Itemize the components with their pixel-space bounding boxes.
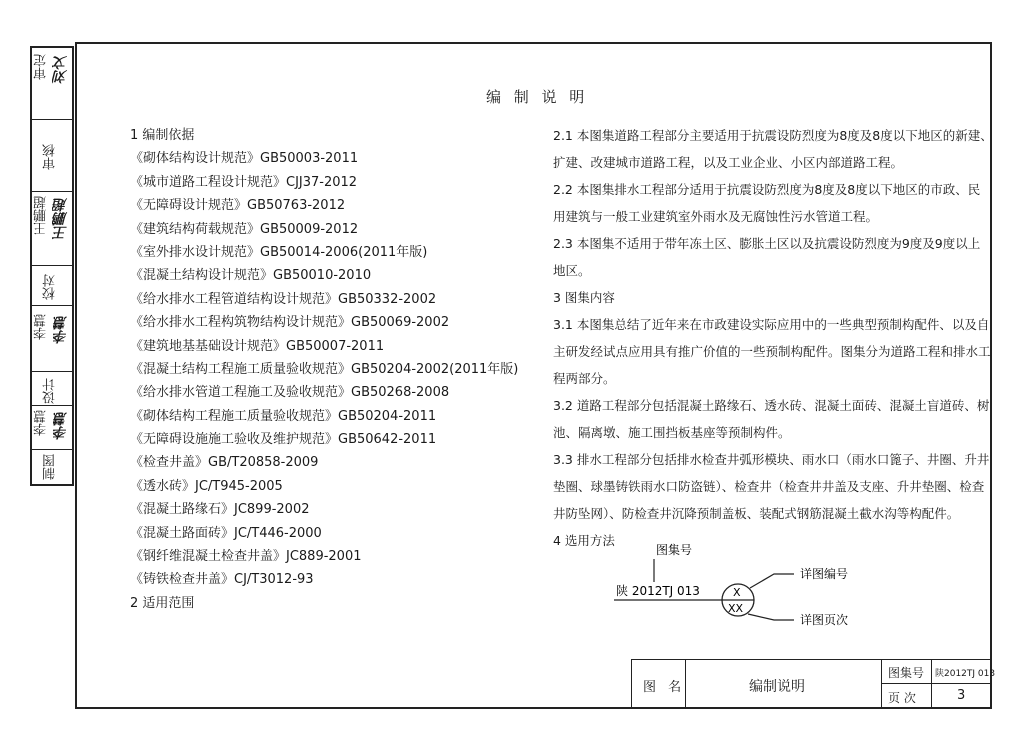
basis-item: 《透水砖》JC/T945-2005 — [130, 478, 283, 494]
para-line: 程两部分。 — [553, 371, 616, 386]
basis-item: 《城市道路工程设计规范》CJJ37-2012 — [130, 174, 358, 190]
para-line: 2.3 本图集不适用于带年冻土区、膨胀土区以及抗震设防烈度为9度及9度以上 — [553, 236, 981, 251]
index-diagram — [610, 540, 890, 640]
scope-heading: 2 适用范围 — [130, 595, 195, 611]
strip-label: 审核 — [43, 144, 58, 170]
basis-item: 《室外排水设计规范》GB50014-2006(2011年版) — [130, 244, 428, 260]
strip-signature: 刘文 — [53, 56, 69, 84]
para-line: 3.2 道路工程部分包括混凝土路缘石、透水砖、混凝土面砖、混凝土盲道砖、树 — [553, 398, 990, 413]
title-block-page-label: 页 次 — [888, 691, 916, 705]
title-block — [631, 659, 996, 709]
title-block-divider — [931, 659, 932, 709]
diagram-circle-top: X — [733, 586, 741, 599]
strip-label: 审定 — [34, 54, 49, 80]
basis-item: 《砌体结构设计规范》GB50003-2011 — [130, 151, 359, 167]
title-block-atlas-value: 陕2012TJ 013 — [935, 669, 996, 679]
strip-name: 李慧 — [34, 410, 49, 436]
para-2-1 — [553, 122, 993, 176]
strip-row-design — [32, 306, 72, 372]
basis-item: 《混凝土结构设计规范》GB50010-2010 — [130, 268, 372, 284]
para-line: 地区。 — [553, 263, 591, 278]
strip-row-design-label — [32, 372, 72, 406]
basis-item: 《铸铁检查井盖》CJ/T3012-93 — [130, 572, 314, 588]
content-column — [553, 122, 993, 554]
strip-name: 王鹏超 — [34, 196, 49, 235]
basis-item: 《无障碍设施施工验收及维护规范》GB50642-2011 — [130, 432, 437, 448]
title-block-name-value: 编制说明 — [749, 679, 805, 695]
strip-label: 校对 — [43, 274, 58, 300]
para-3-1 — [553, 311, 991, 392]
strip-row-check-label — [32, 266, 72, 306]
diagram-circle-bottom: XX — [728, 602, 744, 615]
para-line: 2.1 本图集道路工程部分主要适用于抗震设防烈度为8度及8度以下地区的新建、 — [553, 128, 993, 143]
para-line: 主研发经试点应用具有推广价值的一些预制构配件。图集分为道路工程和排水工 — [553, 344, 991, 359]
para-line: 3.3 排水工程部分包括排水检查井弧形模块、雨水口（雨水口篦子、井圈、升井 — [553, 452, 990, 467]
para-line: 垫圈、球墨铸铁雨水口防盗链）、检查井（检查井井盖及支座、升井垫圈、检查 — [553, 479, 985, 494]
basis-item: 《混凝土结构工程施工质量验收规范》GB50204-2002(2011年版) — [130, 361, 519, 377]
title-block-atlas-label: 图集号 — [888, 666, 925, 680]
strip-name: 李慧 — [34, 314, 49, 340]
strip-label: 制图 — [43, 454, 58, 480]
basis-item: 《给水排水管道工程施工及验收规范》GB50268-2008 — [130, 385, 450, 401]
basis-item: 《建筑结构荷载规范》GB50009-2012 — [130, 221, 359, 237]
page-title: 编 制 说 明 — [486, 88, 589, 106]
strip-row-draw — [32, 406, 72, 450]
diagram-leader-detail-page — [748, 614, 794, 620]
basis-column — [130, 124, 519, 615]
para-line: 3.1 本图集总结了近年来在市政建设实际应用中的一些典型预制构配件、以及自 — [553, 317, 990, 332]
basis-item: 《检查井盖》GB/T20858-2009 — [130, 455, 319, 471]
basis-item: 《无障碍设计规范》GB50763-2012 — [130, 198, 346, 214]
strip-row-draw-label — [32, 450, 72, 484]
basis-heading: 1 编制依据 — [130, 128, 195, 143]
diagram-detail-page-label: 详图页次 — [800, 613, 849, 627]
diagram-leader-detail-no — [750, 574, 794, 588]
basis-item: 《混凝土路缘石》JC899-2002 — [130, 502, 310, 518]
title-block-divider — [881, 683, 992, 684]
diagram-atlas-code: 陕 2012TJ 013 — [616, 584, 700, 598]
para-2-3 — [553, 230, 981, 284]
heading-3: 3 图集内容 — [553, 290, 615, 305]
strip-signature: 李慧 — [53, 412, 69, 440]
basis-item: 《砌体结构工程施工质量验收规范》GB50204-2011 — [130, 408, 437, 424]
para-line: 扩建、改建城市道路工程，以及工业企业、小区内部道路工程。 — [553, 155, 904, 170]
approval-strip — [30, 46, 74, 486]
basis-item: 《给水排水工程构筑物结构设计规范》GB50069-2002 — [130, 315, 450, 331]
basis-item: 《给水排水工程管道结构设计规范》GB50332-2002 — [130, 291, 437, 307]
para-line: 用建筑与一般工业建筑室外雨水及无腐蚀性污水管道工程。 — [553, 209, 879, 224]
title-block-page-value: 3 — [957, 688, 966, 703]
para-2-2 — [553, 176, 981, 230]
strip-signature: 李慧 — [53, 316, 69, 344]
para-line: 池、隔离墩、施工围挡板基座等预制构件。 — [553, 425, 791, 440]
basis-item: 《钢纤维混凝土检查井盖》JC889-2001 — [130, 549, 362, 565]
strip-signature: 王鹏超 — [53, 198, 69, 240]
heading-4: 4 选用方法 — [553, 533, 615, 548]
para-line: 井防坠网）、防检查井沉降预制盖板、装配式钢筋混凝土截水沟等构配件。 — [553, 506, 960, 521]
para-3-2 — [553, 392, 990, 446]
strip-label: 设计 — [43, 378, 58, 404]
basis-item: 《混凝土路面砖》JC/T446-2000 — [130, 525, 322, 541]
para-line: 2.2 本图集排水工程部分适用于抗震设防烈度为8度及8度以下地区的市政、民 — [553, 182, 981, 197]
title-block-name-label: 图 名 — [643, 680, 686, 695]
strip-row-check — [32, 192, 72, 266]
strip-row-approve — [32, 48, 72, 120]
diagram-detail-no-label: 详图编号 — [800, 567, 849, 581]
title-block-divider — [881, 659, 882, 709]
para-3-3 — [553, 446, 990, 527]
diagram-top-label: 图集号 — [656, 543, 693, 557]
strip-row-review — [32, 120, 72, 192]
basis-item: 《建筑地基基础设计规范》GB50007-2011 — [130, 338, 385, 354]
